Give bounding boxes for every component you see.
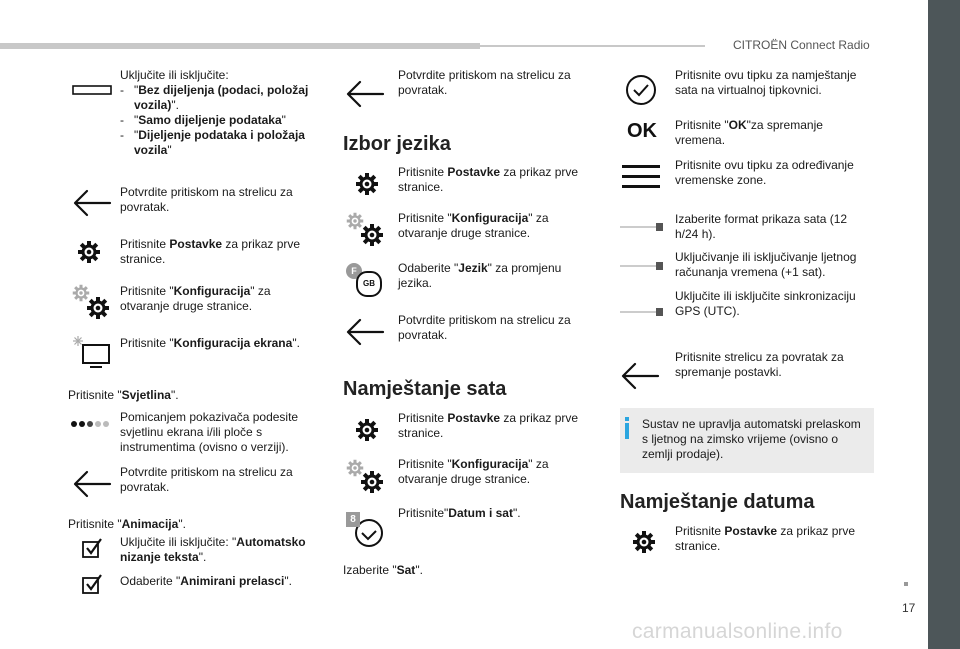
privacy-option: - "Dijeljenje podataka i položaja vozila" [120,128,330,158]
continuation-marker [904,582,908,586]
toggle-slider-icon [620,306,664,318]
instruction-text: Potvrdite pritiskom na strelicu za povratak. [398,68,571,97]
page-side-tab [928,0,960,649]
header-rule [0,43,480,49]
instruction-text: Odaberite "Animirani prelasci". [120,574,292,588]
back-arrow-icon [72,469,112,499]
language-flag-icon [346,263,386,295]
instruction-text: Potvrdite pritiskom na strelicu za povratak. [398,313,571,342]
instruction-text: Pritisnite "Konfiguracija ekrana". [120,336,300,350]
instruction-text: Pritisnite strelicu za povratak za spremanje postavki. [675,350,844,379]
instruction-text: Uključite ili isključite: "Automatsko nizanje teksta". [120,535,306,564]
settings-gear-icon [632,530,656,554]
lang-f-badge: F [346,263,362,279]
instruction-text: Pritisnite Postavke za prikaz prve stranice. [398,165,579,194]
instruction-text: Uključite ili isključite sinkronizaciju GPS (UTC). [675,289,856,318]
paragraph-text: Izaberite "Sat". [343,563,423,577]
section-heading-date: Namještanje datuma [620,491,815,513]
instruction-text: Potvrdite pritiskom na strelicu za povratak. [120,185,293,214]
check-circle-icon [624,73,658,107]
lang-gb-badge: GB [356,271,382,297]
settings-gear-icon [355,418,379,442]
brand-title: CITROËN Connect Radio [733,38,870,52]
back-arrow-icon [72,188,112,218]
back-arrow-icon [345,79,385,109]
watermark-text: carmanualsonline.info [632,620,843,643]
privacy-intro: Uključite ili isključite: [120,68,229,82]
instruction-text: Pritisnite "Konfiguracija" za otvaranje druge stranice. [120,284,271,313]
header-rule-thin [480,45,705,47]
back-arrow-icon [620,361,660,391]
instruction-text: Pomicanjem pokazivača podesite svjetlinu ekrana i/ili ploče s instrumentima (ovisno o verziji). [120,410,299,454]
brightness-slider-icon [70,419,112,429]
paragraph-text: Pritisnite "Svjetlina". [68,388,179,402]
configuration-gear-icon [360,470,384,494]
settings-gear-icon [355,172,379,196]
clock-icon [346,512,386,550]
instruction-text: Pritisnite Postavke za prikaz prve stranice. [398,411,579,440]
back-arrow-icon [345,317,385,347]
info-note-text: Sustav ne upravlja automatski prelaskom s ljetnog na zimsko vrijeme (ovisno o zemlji prodaje). [642,417,861,461]
ok-button-icon: OK [627,120,657,142]
section-heading-time: Namještanje sata [343,378,507,400]
instruction-text: Uključivanje ili isključivanje ljetnog računanja vremena (+1 sat). [675,250,857,279]
instruction-text: Pritisnite ovu tipku za namještanje sata na virtualnoj tipkovnici. [675,68,857,97]
instruction-text: Pritisnite ovu tipku za određivanje vremenske zone. [675,158,854,187]
privacy-options [120,68,330,158]
info-icon [624,417,630,439]
instruction-text: Pritisnite Postavke za prikaz prve stranice. [675,524,856,553]
page-number: 17 [902,601,916,615]
paragraph-text: Pritisnite "Animacija". [68,517,186,531]
checkbox-icon [80,572,104,596]
checkbox-icon [80,536,104,560]
privacy-option: - "Samo dijeljenje podataka" [120,113,330,128]
privacy-option: - "Bez dijeljenja (podaci, položaj vozila)". [120,83,330,113]
configuration-gear-icon [360,223,384,247]
toggle-slider-icon [620,221,664,233]
toggle-switch-icon [72,83,112,97]
settings-gear-icon [77,240,101,264]
toggle-slider-icon [620,260,664,272]
instruction-text: Pritisnite"Datum i sat". [398,506,521,520]
display-settings-icon [70,334,112,370]
instruction-text: Pritisnite "OK"za spremanje vremena. [675,118,823,147]
instruction-text: Pritisnite "Konfiguracija" za otvaranje druge stranice. [398,211,549,240]
instruction-text: Potvrdite pritiskom na strelicu za povratak. [120,465,293,494]
section-heading-language: Izbor jezika [343,133,451,155]
configuration-gear-icon [86,296,110,320]
clock-badge: 8 [346,512,360,527]
instruction-text: Izaberite format prikaza sata (12 h/24 h). [675,212,848,241]
instruction-text: Odaberite "Jezik" za promjenu jezika. [398,261,562,290]
privacy-option-list [120,83,330,158]
instruction-text: Pritisnite Postavke za prikaz prve stranice. [120,237,301,266]
menu-list-icon [622,164,660,190]
info-note [620,408,874,473]
instruction-text: Pritisnite "Konfiguracija" za otvaranje druge stranice. [398,457,549,486]
